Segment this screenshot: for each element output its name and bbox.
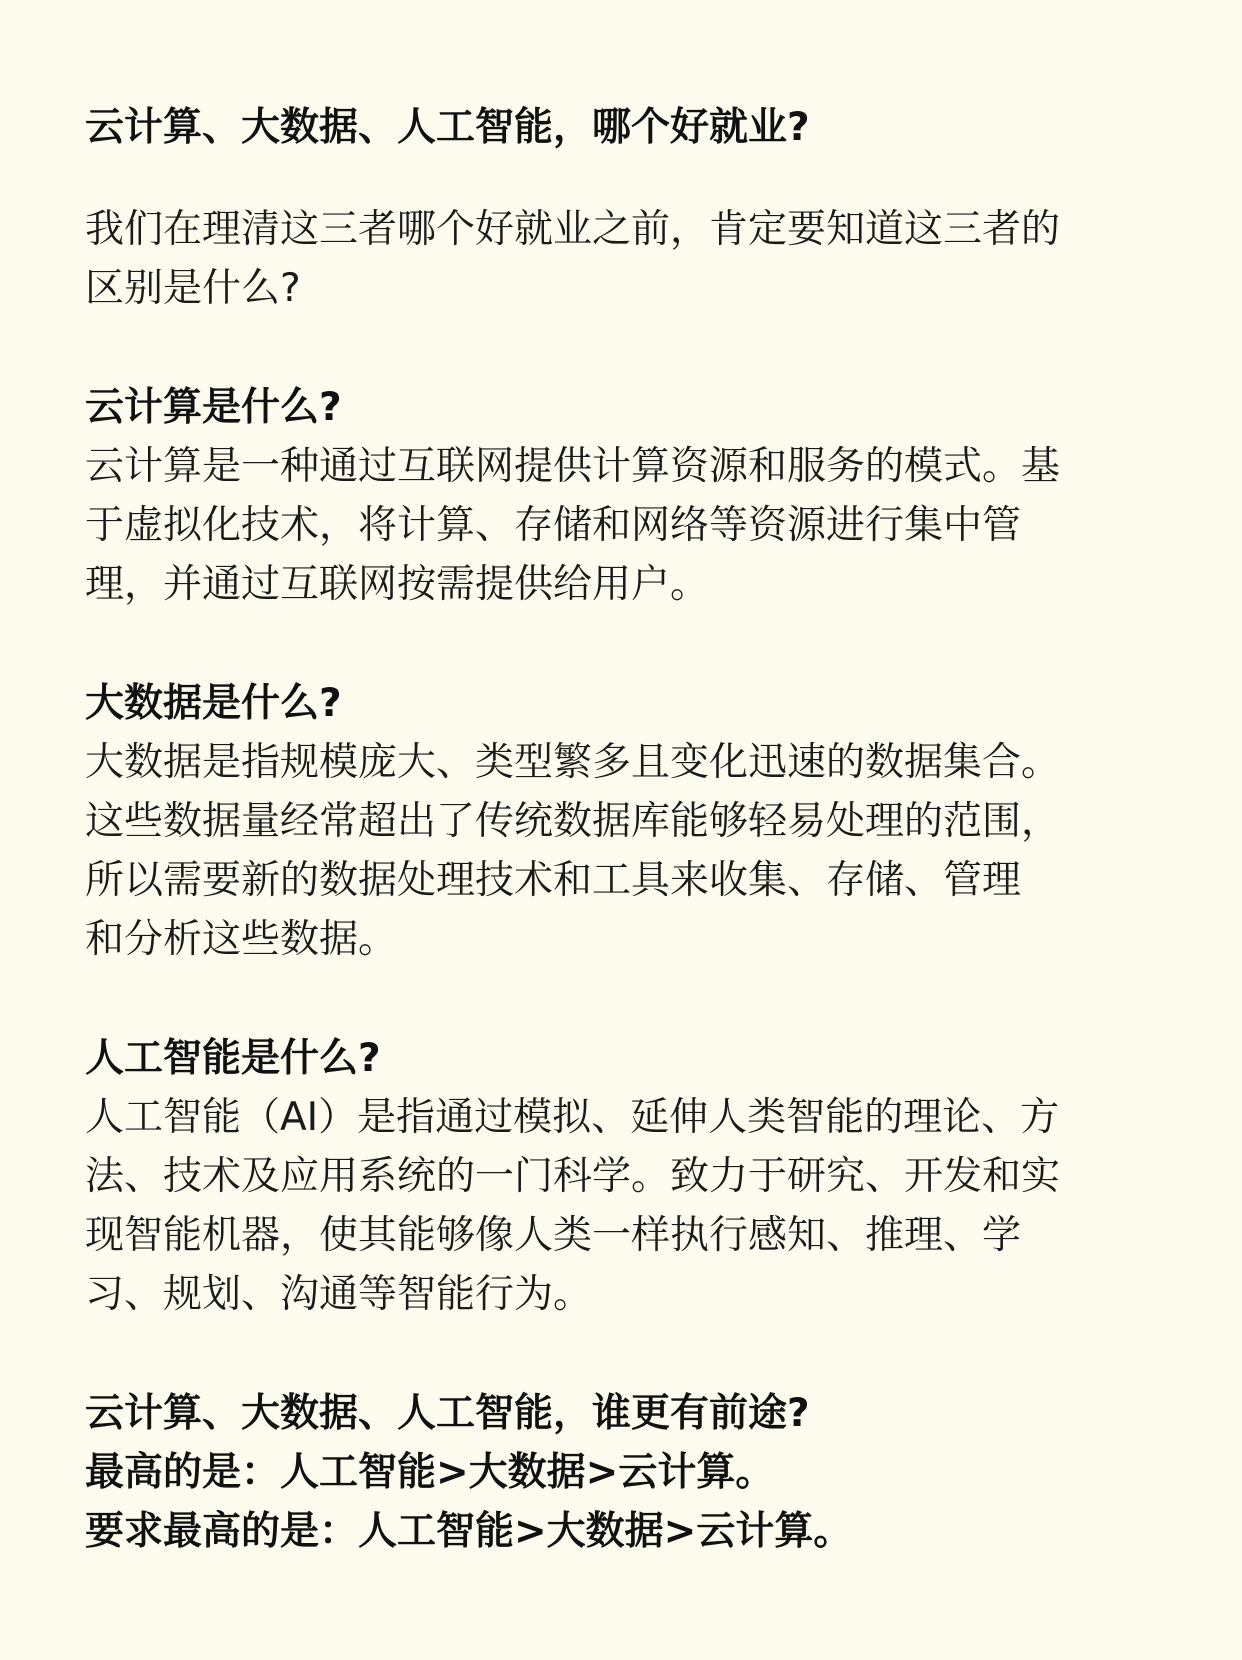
- spacer: [85, 614, 1162, 674]
- conclusion-block: [85, 1384, 1162, 1561]
- section-line: 人工智能（AI）是指通过模拟、延伸人类智能的理论、方: [85, 1095, 1060, 1140]
- spacer: [85, 969, 1162, 1029]
- article-title: 云计算、大数据、人工智能，哪个好就业?: [85, 105, 810, 150]
- spacer: [85, 1324, 1162, 1384]
- conclusion-line: 要求最高的是：人工智能>大数据>云计算。: [85, 1509, 853, 1554]
- intro-line: 区别是什么?: [85, 266, 301, 311]
- conclusion-line: 最高的是：人工智能>大数据>云计算。: [85, 1450, 775, 1495]
- section-line: 理，并通过互联网按需提供给用户。: [85, 562, 710, 607]
- section-line: 习、规划、沟通等智能行为。: [85, 1272, 593, 1317]
- section-line: 于虚拟化技术，将计算、存储和网络等资源进行集中管: [85, 503, 1022, 548]
- section-big-data: [85, 674, 1162, 969]
- section-artificial-intelligence: [85, 1029, 1162, 1324]
- section-line: 云计算是一种通过互联网提供计算资源和服务的模式。基: [85, 444, 1061, 489]
- section-heading: 人工智能是什么?: [85, 1036, 381, 1081]
- intro-paragraph: [85, 200, 1162, 318]
- intro-line: 我们在理清这三者哪个好就业之前，肯定要知道这三者的: [85, 207, 1061, 252]
- conclusion-heading: 云计算、大数据、人工智能，谁更有前途?: [85, 1391, 810, 1436]
- spacer: [85, 157, 1162, 200]
- section-line: 和分析这些数据。: [85, 917, 398, 962]
- section-line: 现智能机器，使其能够像人类一样执行感知、推理、学: [85, 1213, 1022, 1258]
- section-line: 这些数据量经常超出了传统数据库能够轻易处理的范围，: [85, 799, 1061, 844]
- section-heading: 大数据是什么?: [85, 681, 342, 726]
- section-line: 大数据是指规模庞大、类型繁多且变化迅速的数据集合。: [85, 740, 1061, 785]
- section-heading: 云计算是什么?: [85, 385, 342, 430]
- section-line: 所以需要新的数据处理技术和工具来收集、存储、管理: [85, 858, 1022, 903]
- section-cloud-computing: [85, 378, 1162, 614]
- section-line: 法、技术及应用系统的一门科学。致力于研究、开发和实: [85, 1154, 1061, 1199]
- spacer: [85, 318, 1162, 378]
